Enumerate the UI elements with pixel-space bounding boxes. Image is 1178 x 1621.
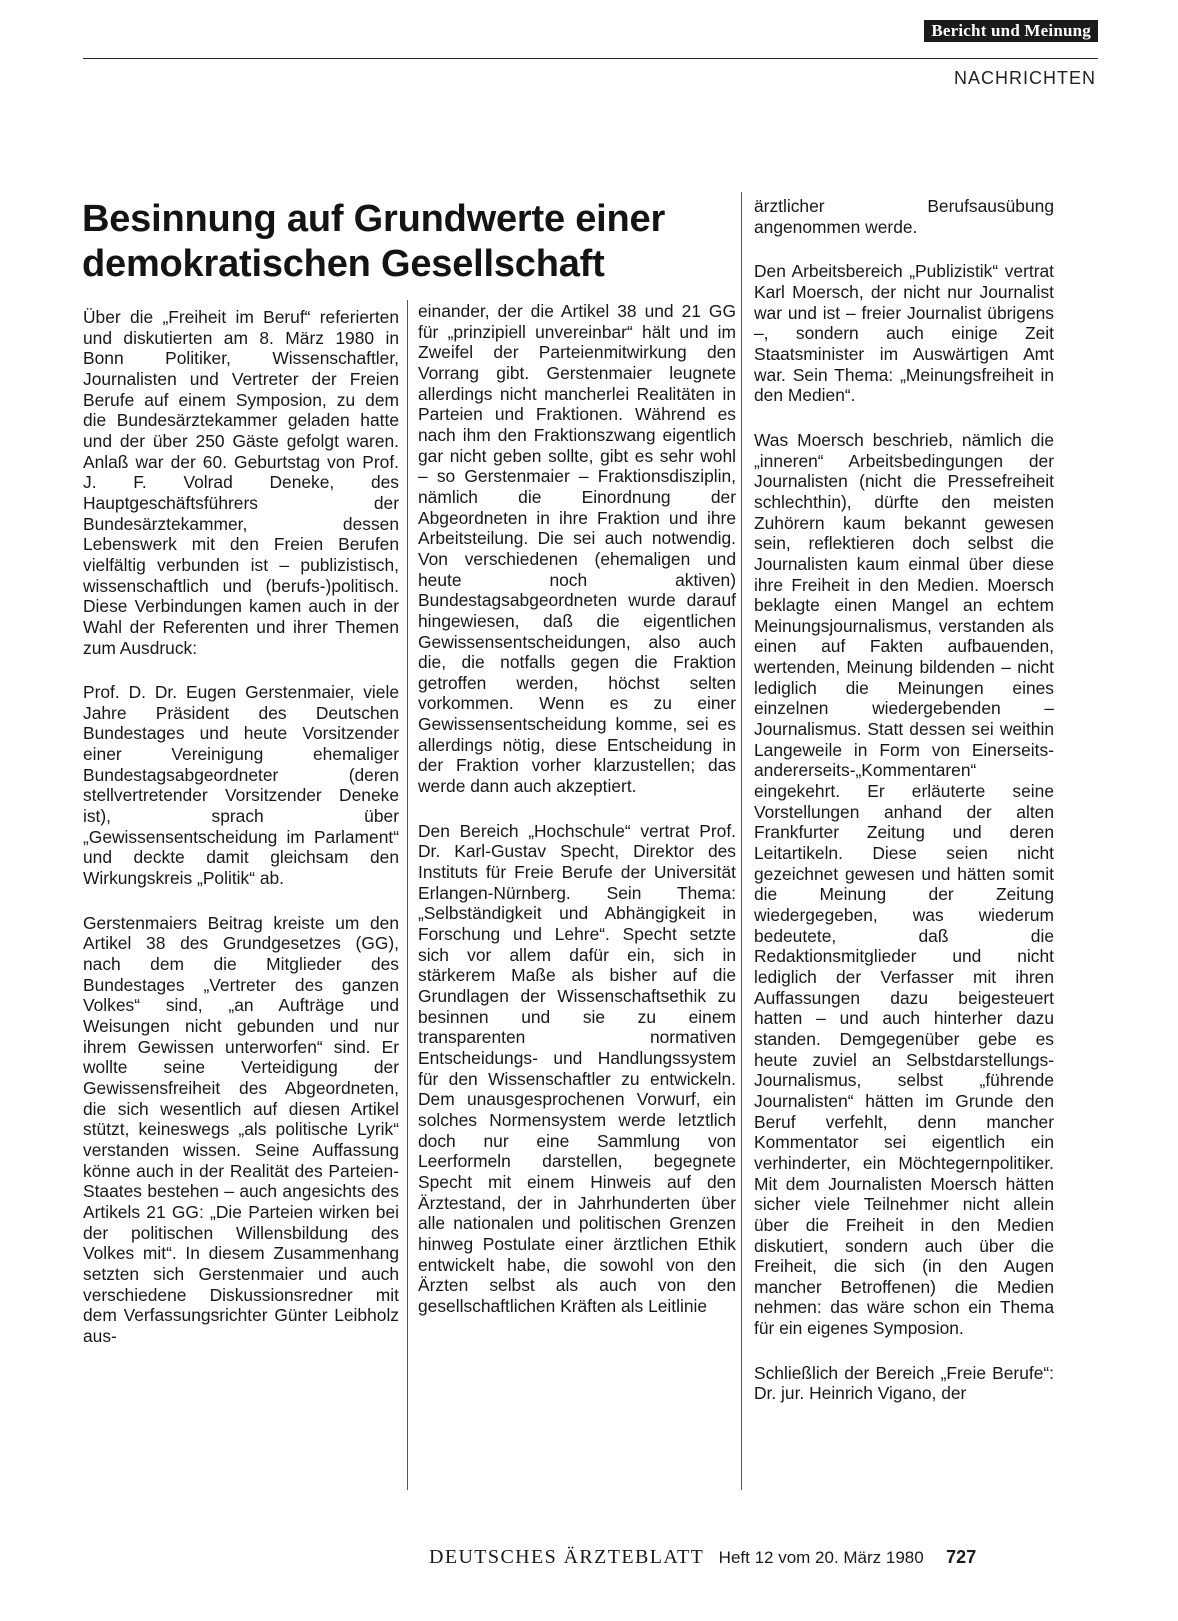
issue-info: Heft 12 vom 20. März 1980 [718,1548,924,1567]
article-column-2 [418,301,736,1317]
paragraph: Was Moersch beschrieb, nämlich die „inneren“ Arbeitsbedingungen der Journalisten (nicht die Pressefreiheit schlechthin), dürfte den meisten Zuhörern kaum bekannt gewesen sein, reflektieren doch selbst die Journalisten kaum einmal über diese ihre Freiheit in den Medien. Moersch beklagte einen Mangel an echtem Meinungsjournalismus, verstanden als einen auf Fakten aufbauenden, wertenden, Meinung bildenden – nicht lediglich die Meinungen eines einzelnen wiedergebenden – Journalismus. Statt dessen sei weithin Langeweile in Form von Einerseits-andererseits-„Kommentaren“ eingekehrt. Er erläuterte seine Vorstellungen anhand der alten Frankfurter Zeitung und deren Leitartikeln. Diese seien nicht gezeichnet gewesen und hätten somit die Meinung der Zeitung wiedergegeben, was wiederum bedeutete, daß die Redaktionsmitglieder und nicht lediglich der Verfasser mit ihren Auffassungen dazu beigesteuert hatten – und auch hinterher dazu standen. Demgegenüber gebe es heute zuviel an Selbstdarstellungs-Journalismus, selbst „führende Journalisten“ hätten im Grunde den Beruf verfehlt, denn mancher Kommentator sei eigentlich ein verhinderter, ein Möchtegernpolitiker. Mit dem Journalisten Moersch hätten sicher viele Teilnehmer nicht allein über die Freiheit in den Medien diskutiert, sondern auch über die Freiheit, die sich (in den Augen mancher Betroffenen) die Medien nehmen: das wäre schon ein Thema für ein eigenes Symposion. [754,429,1054,1339]
page-number: 727 [946,1547,977,1567]
header-rule [83,58,1098,59]
article-column-1 [83,307,399,1347]
paragraph: Den Bereich „Hochschule“ vertrat Prof. Dr. Karl-Gustav Specht, Direktor des Instituts für Freie Berufe der Universität Erlangen-Nürnberg. Sein Thema: „Selbständigkeit und Abhängigkeit in Forschung und Lehre“. Specht setzte sich vor allem dafür ein, sich in stärkerem Maße als bisher auf die Grundlagen der Wissenschaftsethik zu besinnen und sie zu einem transparenten normativen Entscheidungs- und Handlungssystem für den Wissenschaftler zu entwickeln. Dem unausgesprochenen Vorwurf, ein solches Normensystem werde letztlich doch nur eine Sammlung von Leerformeln darstellen, begegnete Specht mit einem Hinweis auf den Ärztestand, der in Jahrhunderten über alle nationalen und politischen Grenzen hinweg Postulate einer ärztlichen Ethik entwickelt habe, die sowohl von den Ärzten selbst als auch von den gesellschaftlichen Kräften als Leitlinie [418,820,736,1316]
paragraph: Den Arbeitsbereich „Publizistik“ vertrat Karl Moersch, der nicht nur Journalist war und ist – freier Journalist übrigens –, sondern auch einige Zeit Staatsminister im Auswärtigen Amt war. Sein Thema: „Meinungsfreiheit in den Medien“. [754,261,1054,406]
article-title: Besinnung auf Grundwerte einer demokratischen Gesellschaft [82,198,666,285]
paragraph: einander, der die Artikel 38 und 21 GG für „prinzipiell unvereinbar“ hält und im Zweifel der Parteienmitwirkung den Vorrang gibt. Gerstenmaier leugnete allerdings nicht mancherlei Realitäten in Parteien und Fraktionen. Während es nach ihm den Fraktionszwang eigentlich gar nicht geben sollte, gibt es sehr wohl – so Gerstenmaier – Fraktionsdisziplin, nämlich die Einordnung der Abgeordneten in ihre Fraktion und ihre Arbeitsteilung. Die sei auch notwendig. Von verschiedenen (ehemaligen und heute noch aktiven) Bundestagsabgeordneten wurde darauf hingewiesen, daß die eigentlichen Gewissensentscheidungen, also auch die, die notfalls gegen die Fraktion getroffen werden, höchst selten vorkommen. Wenn es zu einer Gewissensentscheidung komme, sei es allerdings nötig, diese Entscheidung in der Fraktion vorher klarzustellen; das werde dann auch akzeptiert. [418,301,736,797]
column-rule [407,300,408,1490]
paragraph: ärztlicher Berufsausübung angenommen werde. [754,196,1054,237]
rubric-label: NACHRICHTEN [953,68,1096,88]
section-badge: Bericht und Meinung [924,20,1098,42]
column-rule [741,192,742,1490]
paragraph: Gerstenmaiers Beitrag kreiste um den Artikel 38 des Grundgesetzes (GG), nach dem die Mitglieder des Bundestages „Vertreter des ganzen Volkes“ sind, „an Aufträge und Weisungen nicht gebunden und nur ihrem Gewissen unterworfen“ sind. Er wollte seine Verteidigung der Gewissensfreiheit des Abgeordneten, die sich wesentlich auf diesen Artikel stützt, keineswegs „als politische Lyrik“ verstanden wissen. Seine Auffassung könne auch in der Realität des Parteien-Staates bestehen – auch angesichts des Artikels 21 GG: „Die Parteien wirken bei der politischen Willensbildung des Volkes mit“. In diesem Zusammenhang setzten sich Gerstenmaier und auch verschiedene Diskussionsredner mit dem Verfassungsrichter Günter Leibholz aus- [83,912,399,1346]
paragraph: Über die „Freiheit im Beruf“ referierten und diskutierten am 8. März 1980 in Bonn Politiker, Wissenschaftler, Journalisten und Vertreter der Freien Berufe auf einem Symposion, zu dem die Bundesärztekammer geladen hatte und der über 250 Gäste gefolgt waren. Anlaß war der 60. Geburtstag von Prof. J. F. Volrad Deneke, des Hauptgeschäftsführers der Bundesärztekammer, dessen Lebenswerk mit den Freien Berufen vielfältig verbunden ist – publizistisch, wissenschaftlich und (berufs-)politisch. Diese Verbindungen kamen auch in der Wahl der Referenten und ihrer Themen zum Ausdruck: [83,307,399,658]
page-footer [429,1546,976,1569]
paragraph: Schließlich der Bereich „Freie Berufe“: Dr. jur. Heinrich Vigano, der [754,1362,1054,1404]
paragraph: Prof. D. Dr. Eugen Gerstenmaier, viele Jahre Präsident des Deutschen Bundestages und heute Vorsitzender einer Vereinigung ehemaliger Bundestagsabgeordneter (deren stellvertretender Vorsitzender Deneke ist), sprach über „Gewissensentscheidung im Parlament“ und deckte damit gleichsam den Wirkungskreis „Politik“ ab. [83,682,399,889]
article-column-3 [754,196,1054,1404]
journal-name: DEUTSCHES ÄRZTEBLATT [429,1546,705,1568]
